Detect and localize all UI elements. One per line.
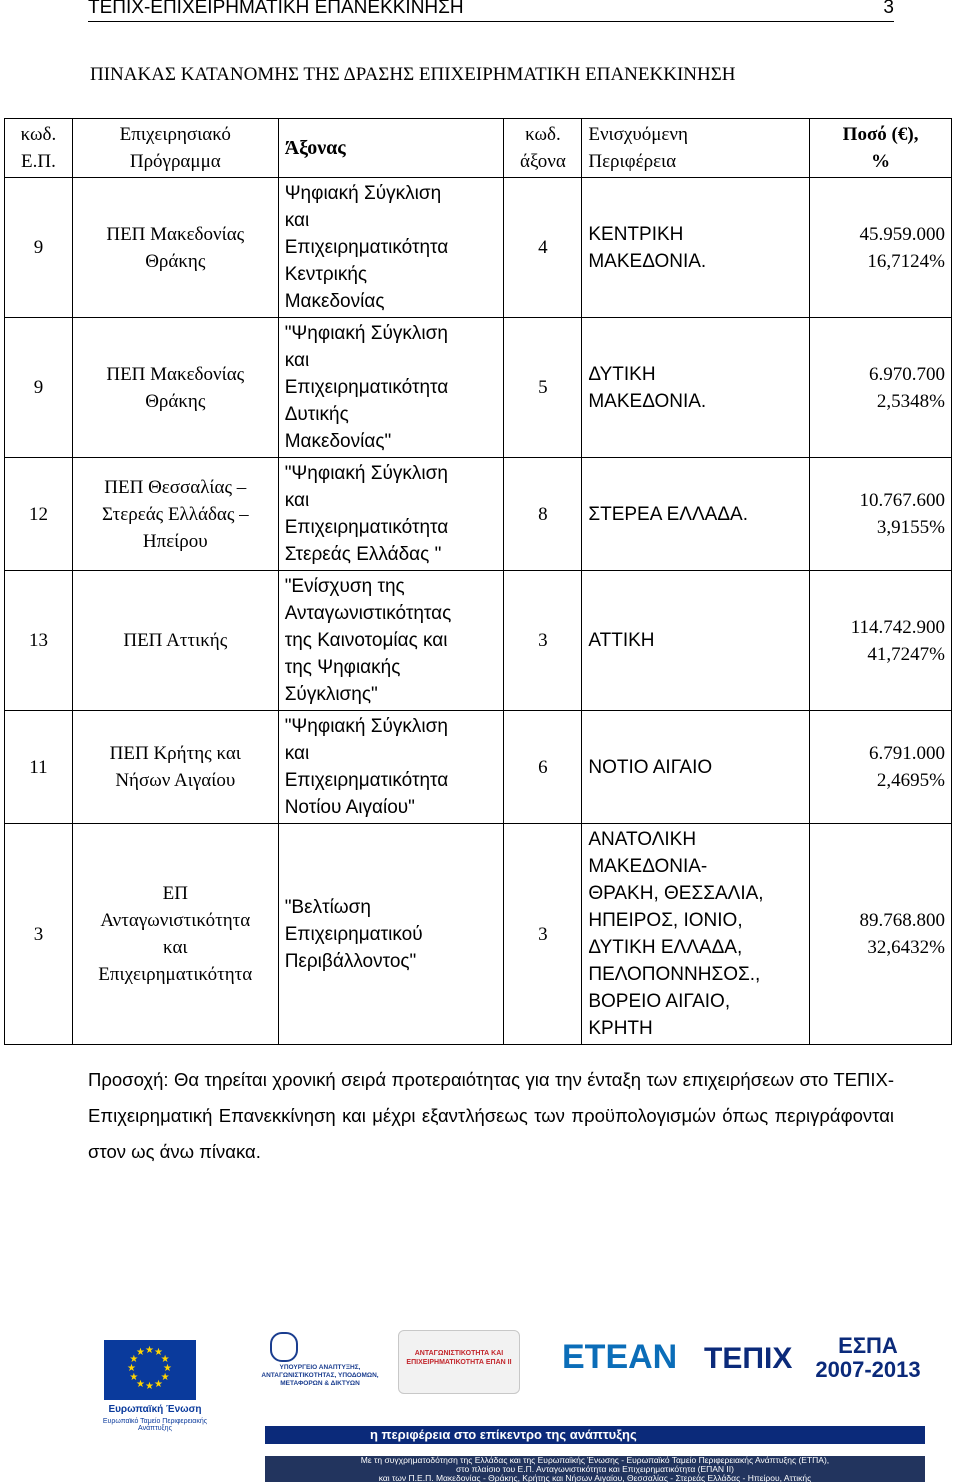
region-line: ΚΡΗΤΗ <box>588 1018 653 1039</box>
col-header-axis-code <box>504 119 582 178</box>
program-line: Ηπείρου <box>142 530 208 552</box>
program-line: Επιχειρηματικότητα <box>98 964 253 985</box>
program-line: ΠΕΠ Κρήτης και <box>109 743 241 764</box>
region-line: ΠΕΛΟΠΟΝΝΗΣΟΣ., <box>588 964 761 985</box>
program-line: ΠΕΠ Θεσσαλίας – <box>104 476 247 498</box>
region-line: ΔΥΤΙΚΗ ΕΛΛΑΔΑ, <box>588 937 743 958</box>
table-row <box>5 178 952 318</box>
region-line: ΑΝΑΤΟΛΙΚΗ <box>588 829 697 850</box>
col-header-axis-code-l2: άξονα <box>520 151 566 172</box>
col-header-code-ep <box>5 119 73 178</box>
axis-line: Μακεδονίας" <box>284 431 392 452</box>
region-line: ΜΑΚΕΔΟΝΙΑ- <box>588 856 708 877</box>
axis-line: Ανταγωνιστικότητας <box>284 603 452 624</box>
greek-emblem-icon <box>270 1332 298 1362</box>
amount-cell <box>810 824 952 1045</box>
region-line: ΜΑΚΕΔΟΝΙΑ. <box>588 250 707 272</box>
code-ep-cell: 9 <box>5 178 73 318</box>
epan-logo <box>398 1330 520 1394</box>
axis-cell <box>278 711 504 824</box>
region-cell <box>582 178 810 318</box>
page-number: 3 <box>883 0 894 18</box>
axis-line: Επιχειρηματικότητα <box>284 237 449 258</box>
region-line: ΝΟΤΙΟ ΑΙΓΑΙΟ <box>588 756 713 778</box>
region-line: ΒΟΡΕΙΟ ΑΙΓΑΙΟ, <box>588 991 731 1012</box>
col-header-program <box>72 119 278 178</box>
region-cell <box>582 318 810 458</box>
region-line: ΘΡΑΚΗ, ΘΕΣΣΑΛΙΑ, <box>588 883 764 904</box>
running-header <box>88 0 894 20</box>
allocation-table <box>4 118 952 1045</box>
eu-star-icon: ★ <box>145 1345 154 1356</box>
amount-cell <box>810 458 952 571</box>
code-ep-cell: 12 <box>5 458 73 571</box>
table-title: ΠΙΝΑΚΑΣ ΚΑΤΑΝΟΜΗΣ ΤΗΣ ΔΡΑΣΗΣ ΕΠΙΧΕΙΡΗΜΑΤΙΚΗ ΕΠΑΝΕΚΚΙΝΗΣΗ <box>90 64 736 85</box>
axis-cell <box>278 318 504 458</box>
eu-star-icon: ★ <box>160 1372 170 1383</box>
eu-sub-label: Ευρωπαϊκό Ταμείο Περιφερειακής Ανάπτυξης <box>102 1418 208 1432</box>
program-cell <box>72 571 278 711</box>
eu-star-icon: ★ <box>136 1347 145 1359</box>
axis-line: "Ψηφιακή Σύγκλιση <box>284 716 448 737</box>
amount-value: 6.970.700 <box>869 363 945 385</box>
eu-star-icon: ★ <box>145 1381 154 1392</box>
code-ep-cell: 3 <box>5 824 73 1045</box>
eu-star-icon: ★ <box>154 1378 163 1390</box>
region-cell <box>582 458 810 571</box>
etean-logo <box>532 1334 680 1388</box>
axis-line: Κεντρικής <box>284 264 368 285</box>
col-header-axis: Άξονας <box>278 119 504 178</box>
region-line: ΚΕΝΤΡΙΚΗ <box>588 223 684 245</box>
col-header-amount-l2: % <box>871 151 891 172</box>
percent-value: 3,9155% <box>876 517 945 538</box>
funding-line-3: και των Π.Ε.Π. Μακεδονίας - Θράκης, Κρήτης και Νήσων Αιγαίου, Θεσσαλίας - Στερεάς Ελλάδας - Ηπείρου, Αττικής <box>378 1473 812 1483</box>
table-row <box>5 318 952 458</box>
axis-line: Περιβάλλοντος" <box>284 950 417 972</box>
axis-code-cell: 4 <box>504 178 582 318</box>
axis-line: Επιχειρηματικότητα <box>284 517 449 538</box>
tepix-text: ΤΕΠΙΧ <box>704 1342 793 1375</box>
program-cell <box>72 458 278 571</box>
program-line: και <box>163 937 188 958</box>
axis-line: Επιχειρηματικού <box>284 923 423 945</box>
table-row <box>5 458 952 571</box>
col-header-amount <box>810 119 952 178</box>
eu-star-icon: ★ <box>160 1354 170 1365</box>
ministry-label: ΥΠΟΥΡΓΕΙΟ ΑΝΑΠΤΥΞΗΣ, ΑΝΤΑΓΩΝΙΣΤΙΚΟΤΗΤΑΣ, ΥΠΟΔΟΜΩΝ, ΜΕΤΑΦΟΡΩΝ & ΔΙΚΤΥΩΝ <box>261 1364 379 1387</box>
slogan-text: η περιφέρεια στο επίκεντρο της ανάπτυξης <box>370 1427 637 1442</box>
percent-value: 16,7124% <box>867 250 945 272</box>
funding-line-2: στο πλαίσιο του Ε.Π. Ανταγωνιστικότητα και Επιχειρηματικότητα (ΕΠΑΝ ΙΙ) <box>456 1464 734 1474</box>
axis-line: της Καινοτομίας και <box>284 630 448 651</box>
amount-value: 114.742.900 <box>850 616 945 638</box>
region-cell <box>582 711 810 824</box>
program-line: ΕΠ <box>162 883 188 904</box>
axis-line: Νοτίου Αιγαίου" <box>284 797 415 818</box>
amount-cell <box>810 711 952 824</box>
table-body <box>5 178 952 1045</box>
espa-logo <box>808 1328 928 1398</box>
col-header-axis-code-l1: κωδ. <box>525 124 561 145</box>
col-header-program-l1: Επιχειρησιακό <box>119 124 231 145</box>
amount-cell <box>810 318 952 458</box>
table-header-row <box>5 119 952 178</box>
axis-cell <box>278 178 504 318</box>
col-header-region <box>582 119 810 178</box>
percent-value: 32,6432% <box>867 937 945 958</box>
percent-value: 2,4695% <box>876 770 945 791</box>
program-cell <box>72 178 278 318</box>
axis-line: "Ενίσχυση της <box>284 576 405 597</box>
funding-bar <box>265 1456 925 1482</box>
axis-cell <box>278 571 504 711</box>
col-header-code-ep-l1: κωδ. <box>20 124 57 145</box>
header-title: ΤΕΠΙΧ-ΕΠΙΧΕΙΡΗΜΑΤΙΚΗ ΕΠΑΝΕΚΚΙΝΗΣΗ <box>88 0 464 18</box>
eu-flag-icon <box>104 1340 196 1400</box>
axis-line: "Βελτίωση <box>284 896 371 918</box>
amount-value: 6.791.000 <box>869 743 945 764</box>
amount-cell <box>810 178 952 318</box>
epan-logo-text: ΑΝΤΑΓΩΝΙΣΤΙΚΟΤΗΤΑ ΚΑΙ ΕΠΙΧΕΙΡΗΜΑΤΙΚΟΤΗΤΑ ΕΠΑΝ II <box>406 1350 512 1366</box>
eu-label: Ευρωπαϊκή Ένωση <box>108 1404 202 1415</box>
col-header-program-l2: Πρόγραμμα <box>129 151 221 172</box>
program-cell <box>72 711 278 824</box>
program-line: Στερεάς Ελλάδας – <box>101 503 249 525</box>
percent-value: 41,7247% <box>867 643 945 665</box>
table-row <box>5 824 952 1045</box>
axis-code-cell: 3 <box>504 824 582 1045</box>
program-line: Θράκης <box>145 250 206 272</box>
amount-value: 45.959.000 <box>859 223 945 245</box>
eu-star-icon: ★ <box>136 1378 145 1390</box>
amount-value: 89.768.800 <box>859 910 945 931</box>
axis-line: και <box>284 743 310 764</box>
axis-cell <box>278 458 504 571</box>
espa-text: ΕΣΠΑ 2007-2013 <box>815 1333 921 1382</box>
axis-code-cell: 5 <box>504 318 582 458</box>
eu-star-icon: ★ <box>154 1347 163 1359</box>
axis-line: της Ψηφιακής <box>284 657 401 678</box>
eu-star-icon: ★ <box>163 1363 172 1374</box>
axis-line: Ψηφιακή Σύγκλιση <box>284 183 442 204</box>
code-ep-cell: 11 <box>5 711 73 824</box>
code-ep-cell: 13 <box>5 571 73 711</box>
region-line: ΣΤΕΡΕΑ ΕΛΛΑΔΑ. <box>588 503 748 525</box>
note-paragraph: Προσοχή: Θα τηρείται χρονική σειρά προτεραιότητας για την ένταξη των επιχειρήσεων στο ΤΕΠΙΧ-Επιχειρηματική Επανεκκίνηση και μέχρι εξαντλήσεως των προϋπολογισμών όπως περιγράφονται στον ως άνω πίνακα. <box>88 1069 894 1162</box>
program-line: Ανταγωνιστικότητα <box>100 910 251 931</box>
code-ep-cell: 9 <box>5 318 73 458</box>
tepix-logo <box>694 1334 794 1388</box>
region-cell <box>582 824 810 1045</box>
axis-code-cell: 8 <box>504 458 582 571</box>
program-cell <box>72 318 278 458</box>
amount-value: 10.767.600 <box>859 490 945 511</box>
table-row <box>5 571 952 711</box>
eu-star-icon: ★ <box>129 1354 139 1365</box>
header-rule <box>88 21 894 22</box>
region-line: ΗΠΕΙΡΟΣ, ΙΟΝΙΟ, <box>588 910 743 931</box>
axis-line: και <box>284 490 310 511</box>
axis-cell <box>278 824 504 1045</box>
funding-line-1: Με τη συγχρηματοδότηση της Ελλάδας και της Ευρωπαϊκής Ένωσης - Ευρωπαϊκό Ταμείο Περιφερειακής Ανάπτυξης (ΕΤΠΑ), <box>360 1455 830 1465</box>
program-line: ΠΕΠ Αττικής <box>123 630 228 651</box>
axis-line: Σύγκλισης" <box>284 684 378 705</box>
axis-line: και <box>284 210 310 231</box>
axis-line: Δυτικής <box>284 404 349 425</box>
col-header-amount-l1: Ποσό (€), <box>842 124 919 145</box>
axis-line: Μακεδονίας <box>284 291 385 312</box>
eu-star-icon: ★ <box>129 1372 139 1383</box>
axis-line: "Ψηφιακή Σύγκλιση <box>284 463 448 484</box>
col-header-code-ep-l2: Ε.Π. <box>21 151 56 172</box>
program-line: Θράκης <box>145 390 206 412</box>
col-header-region-l2: Περιφέρεια <box>588 151 677 172</box>
region-line: ΑΤΤΙΚΗ <box>588 630 655 651</box>
amount-cell <box>810 571 952 711</box>
region-cell <box>582 571 810 711</box>
axis-line: Στερεάς Ελλάδας " <box>284 544 442 565</box>
axis-line: Επιχειρηματικότητα <box>284 770 449 791</box>
axis-line: Επιχειρηματικότητα <box>284 377 449 398</box>
program-line: ΠΕΠ Μακεδονίας <box>106 363 245 385</box>
footer-logos <box>100 1326 960 1483</box>
program-cell <box>72 824 278 1045</box>
program-line: ΠΕΠ Μακεδονίας <box>106 223 245 245</box>
percent-value: 2,5348% <box>876 390 945 412</box>
eu-star-icon: ★ <box>127 1363 136 1374</box>
axis-line: "Ψηφιακή Σύγκλιση <box>284 323 448 344</box>
region-line: ΔΥΤΙΚΗ <box>588 363 656 385</box>
region-line: ΜΑΚΕΔΟΝΙΑ. <box>588 390 707 412</box>
axis-code-cell: 6 <box>504 711 582 824</box>
program-line: Νήσων Αιγαίου <box>115 770 236 791</box>
axis-line: και <box>284 350 310 371</box>
etean-text: ΕΤΕΑΝ <box>562 1338 678 1376</box>
table-row <box>5 711 952 824</box>
axis-code-cell: 3 <box>504 571 582 711</box>
col-header-region-l1: Ενισχυόμενη <box>588 124 688 145</box>
